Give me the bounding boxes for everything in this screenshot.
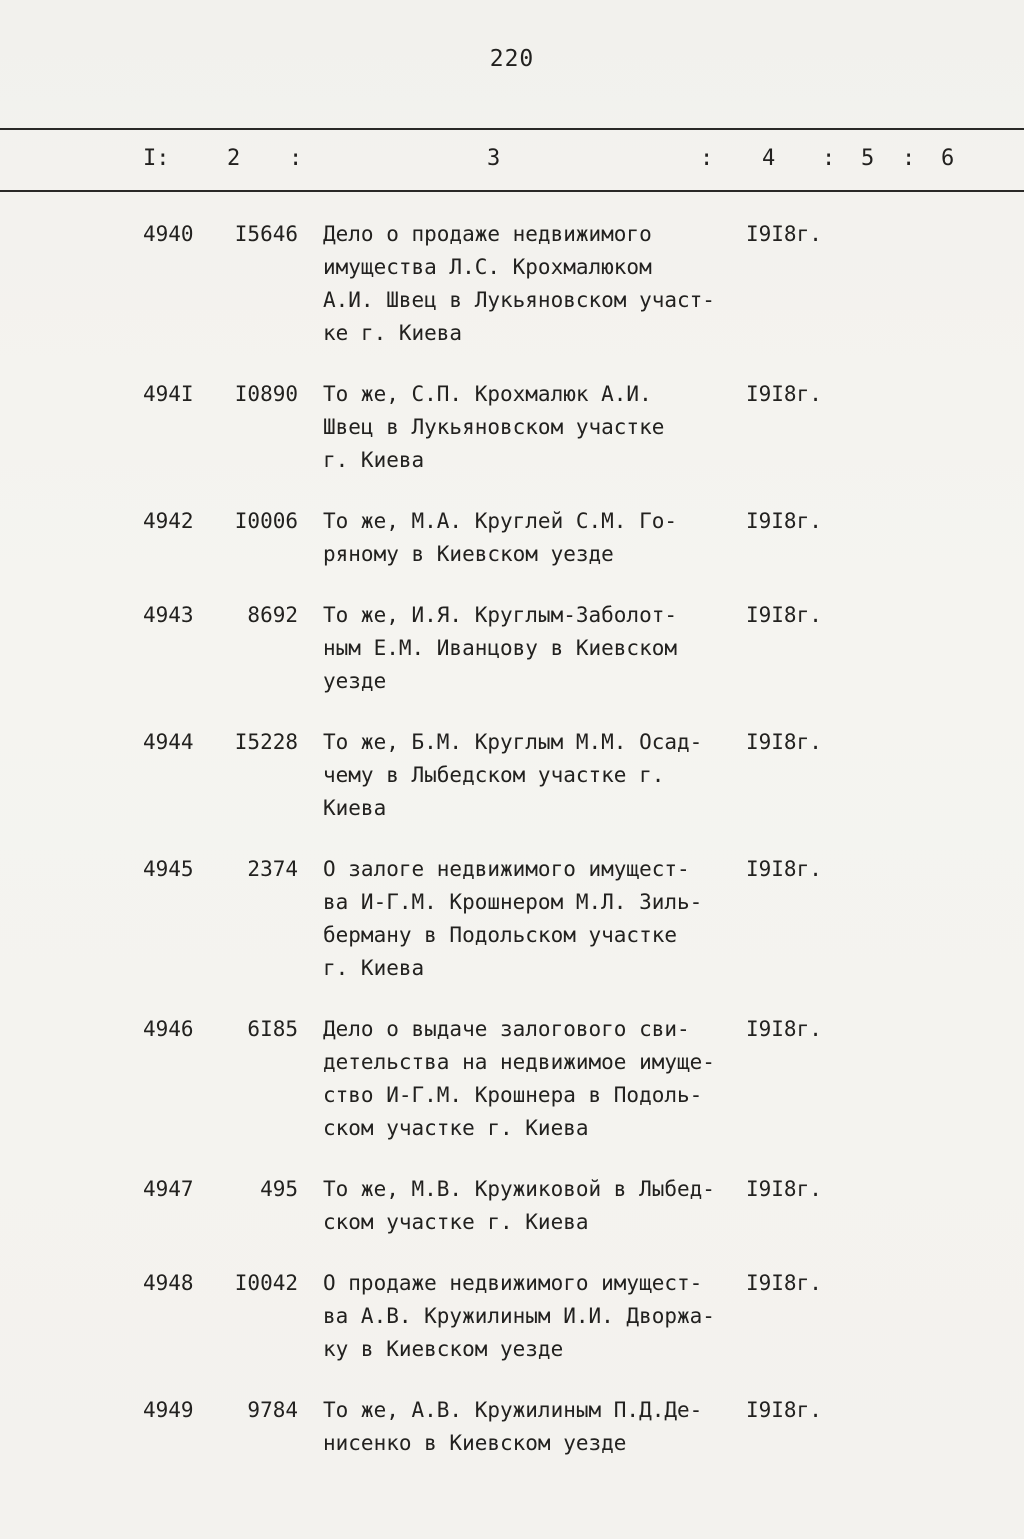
file-number: I5646 [234, 222, 298, 246]
description-line: нисенко в Киевском уезде [323, 1431, 627, 1455]
entry-number: 4947 [143, 1177, 194, 1201]
entry-number: 4940 [143, 222, 194, 246]
table-row [0, 1394, 1024, 1460]
entry-year: I9I8г. [746, 1398, 822, 1422]
description-line: чему в Лыбедском участке г. [323, 763, 665, 787]
description-line: г. Киева [323, 956, 425, 980]
table-row [0, 505, 1024, 571]
description-line: ке г. Киева [323, 321, 463, 345]
entry-year: I9I8г. [746, 857, 822, 881]
entry-year: I9I8г. [746, 1017, 822, 1041]
file-number: I5228 [234, 730, 298, 754]
description-line: ва А.В. Кружилиным И.И. Дворжа- [323, 1304, 715, 1328]
description-line: ным Е.М. Иванцову в Киевском [323, 636, 678, 660]
entry-number: 4943 [143, 603, 194, 627]
header-cell: 4 [762, 146, 776, 171]
page-number: 220 [489, 46, 535, 72]
entry-description [323, 599, 738, 698]
file-number: 9784 [247, 1398, 298, 1422]
entry-description [323, 378, 738, 477]
entry-number: 4949 [143, 1398, 194, 1422]
file-number: 6I85 [247, 1017, 298, 1041]
entry-description [323, 1394, 738, 1460]
header-cell: : [700, 146, 714, 171]
description-line: О продаже недвижимого имущест- [323, 1271, 703, 1295]
description-line: О залоге недвижимого имущест- [323, 857, 690, 881]
entry-year: I9I8г. [746, 1177, 822, 1201]
table-row [0, 853, 1024, 985]
description-line: ском участке г. Киева [323, 1116, 589, 1140]
description-line: То же, А.В. Кружилиным П.Д.Де- [323, 1398, 703, 1422]
file-number: 495 [260, 1177, 298, 1201]
header-rule-top [0, 128, 1024, 130]
description-line: То же, Б.М. Круглым М.М. Осад- [323, 730, 703, 754]
header-cell: : [289, 146, 303, 171]
entry-number: 4942 [143, 509, 194, 533]
file-number: 8692 [247, 603, 298, 627]
description-line: Дело о продаже недвижимого [323, 222, 652, 246]
entry-year: I9I8г. [746, 382, 822, 406]
entry-description [323, 1173, 738, 1239]
entry-description [323, 853, 738, 985]
table-row [0, 218, 1024, 350]
entry-year: I9I8г. [746, 1271, 822, 1295]
header-cell: 3 [487, 146, 501, 171]
header-cell: 5 [861, 146, 875, 171]
description-line: То же, М.А. Круглей С.М. Го- [323, 509, 678, 533]
description-line: г. Киева [323, 448, 425, 472]
header-cell: : [902, 146, 916, 171]
table-row [0, 378, 1024, 477]
entry-year: I9I8г. [746, 222, 822, 246]
entry-description [323, 1267, 738, 1366]
description-line: берману в Подольском участке [323, 923, 678, 947]
file-number: I0006 [234, 509, 298, 533]
entry-number: 4948 [143, 1271, 194, 1295]
entry-year: I9I8г. [746, 730, 822, 754]
header-rule-bottom [0, 190, 1024, 192]
description-line: Киева [323, 796, 387, 820]
entry-number: 494I [143, 382, 194, 406]
entry-year: I9I8г. [746, 509, 822, 533]
description-line: имущества Л.С. Крохмалюком [323, 255, 652, 279]
entry-year: I9I8г. [746, 603, 822, 627]
description-line: То же, С.П. Крохмалюк А.И. [323, 382, 652, 406]
description-line: ство И-Г.М. Крошнера в Подоль- [323, 1083, 703, 1107]
file-number: I0890 [234, 382, 298, 406]
table-row [0, 1267, 1024, 1366]
header-cell: 6 [941, 146, 955, 171]
description-line: ряному в Киевском уезде [323, 542, 614, 566]
table-row [0, 599, 1024, 698]
description-line: детельства на недвижимое имуще- [323, 1050, 715, 1074]
file-number: 2374 [247, 857, 298, 881]
description-line: Дело о выдаче залогового сви- [323, 1017, 690, 1041]
description-line: ва И-Г.М. Крошнером М.Л. Зиль- [323, 890, 703, 914]
file-number: I0042 [234, 1271, 298, 1295]
header-cell: I: [143, 146, 170, 171]
table-row [0, 726, 1024, 825]
entry-description [323, 726, 738, 825]
description-line: ку в Киевском уезде [323, 1337, 564, 1361]
entry-number: 4946 [143, 1017, 194, 1041]
entry-number: 4945 [143, 857, 194, 881]
table-row [0, 1013, 1024, 1145]
entry-description [323, 218, 738, 350]
description-line: ском участке г. Киева [323, 1210, 589, 1234]
header-cell: : [822, 146, 836, 171]
entry-description [323, 505, 738, 571]
description-line: уезде [323, 669, 387, 693]
entry-number: 4944 [143, 730, 194, 754]
header-cell: 2 [227, 146, 241, 171]
table-row [0, 1173, 1024, 1239]
table-body [0, 218, 1024, 1488]
entry-description [323, 1013, 738, 1145]
description-line: Швец в Лукьяновском участке [323, 415, 665, 439]
description-line: То же, И.Я. Круглым-Заболот- [323, 603, 678, 627]
description-line: А.И. Швец в Лукьяновском участ- [323, 288, 715, 312]
description-line: То же, М.В. Кружиковой в Лыбед- [323, 1177, 715, 1201]
